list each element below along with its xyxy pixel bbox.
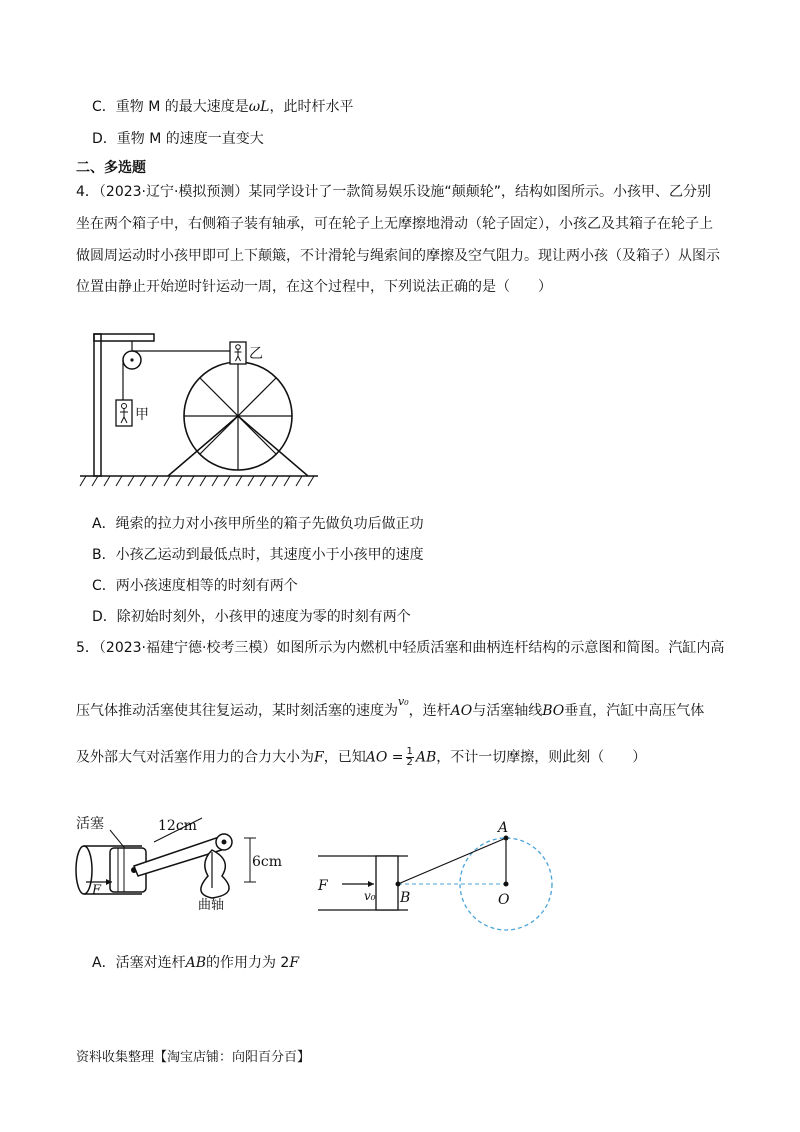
point-a <box>504 836 509 841</box>
q5-schematic-figure <box>318 818 578 928</box>
q4-option-b: B．小孩乙运动到最低点时，其速度小于小孩甲的速度 <box>92 547 424 563</box>
crankshaft <box>201 850 229 898</box>
q5-line3-ao: AO = <box>365 749 404 766</box>
q5-stem-line-1: 5．（2023·福建宁德·校考三模）如图所示为内燃机中轻质活塞和曲柄连杆结构的示意图和简图。汽缸内高 <box>76 640 725 656</box>
q4-stem-line-1: 4．（2023·辽宁·模拟预测）某同学设计了一款简易娱乐设施“颠颠轮”，结构如图所示。小孩甲、乙分别 <box>76 184 711 200</box>
q5-line3-ab: AB <box>415 749 437 766</box>
label-a: A <box>498 820 509 836</box>
stand-left-leg <box>168 416 238 476</box>
fraction-numerator: 1 <box>406 746 413 757</box>
label-12cm: 12cm <box>158 818 197 834</box>
q5-line2-bo: BO <box>542 703 565 719</box>
fraction-denominator: 2 <box>406 757 413 768</box>
section-heading: 二、多选题 <box>76 160 146 176</box>
q3-option-c-text: C．重物 M 的最大速度是 <box>92 99 249 115</box>
q5-stem-line-2 <box>76 692 704 721</box>
q3-option-c-tail: ，此时杆水平 <box>269 99 354 115</box>
pulley-axle <box>130 358 133 361</box>
label-crankshaft: 曲轴 <box>198 898 225 913</box>
force-arrowhead-2 <box>368 881 374 887</box>
label-6cm: 6cm <box>252 854 283 870</box>
q5-line3-f: F <box>314 749 324 766</box>
label-jia: 甲 <box>135 407 149 423</box>
support-post <box>94 334 101 476</box>
q5-fraction <box>406 747 414 768</box>
cylinder-end <box>76 846 92 894</box>
q5-option-a-mid: 的作用力为 2 <box>205 955 290 971</box>
stand-right-leg <box>238 416 308 476</box>
q5-line2-a: 压气体推动活塞使其往复运动，某时刻活塞的速度为 <box>76 703 398 719</box>
point-b <box>396 882 401 887</box>
label-piston: 活塞 <box>76 816 104 832</box>
page-footer: 资料收集整理【淘宝店铺：向阳百分百】 <box>76 1050 311 1065</box>
q5-option-a <box>92 953 299 973</box>
label-force-1: F <box>92 883 102 898</box>
label-o: O <box>498 892 510 908</box>
q5-line3-c: ，不计一切摩擦，则此刻（ ） <box>436 749 647 766</box>
q3-option-d: D．重物 M 的速度一直变大 <box>92 131 264 147</box>
q5-option-a-pre: A．活塞对连杆 <box>92 955 186 971</box>
q5-line2-ao: AO <box>450 703 473 719</box>
label-v0: v₀ <box>364 889 376 903</box>
label-force-2: F <box>318 878 328 894</box>
q5-line3-a: 及外部大气对活塞作用力的合力大小为 <box>76 749 314 766</box>
q4-wheel-figure <box>76 322 336 492</box>
q4-stem-line-3: 做圆周运动时小孩甲即可上下颠簸，不计滑轮与绳索间的摩擦及空气阻力。现让两小孩（及箱子）从图示 <box>76 248 720 264</box>
q5-line2-b: ，连杆 <box>408 703 451 719</box>
point-o <box>504 882 509 887</box>
support-beam <box>94 334 154 341</box>
q5-option-a-f: F <box>289 955 300 971</box>
q3-option-c <box>92 97 353 117</box>
q5-line2-v0: v₀ <box>398 695 409 708</box>
q4-stem-line-4: 位置由静止开始逆时针运动一周，在这个过程中，下列说法正确的是（ ） <box>76 279 552 295</box>
label-b: B <box>400 890 411 906</box>
q4-option-a: A．绳索的拉力对小孩甲所坐的箱子先做负功后做正功 <box>92 516 424 532</box>
q5-engine-figure <box>72 790 292 900</box>
label-yi: 乙 <box>249 346 263 362</box>
q4-option-d: D．除初始时刻外，小孩甲的速度为零的时刻有两个 <box>92 609 411 625</box>
q4-option-c: C．两小孩速度相等的时刻有两个 <box>92 578 298 594</box>
q4-stem-line-2: 坐在两个箱子中，右侧箱子装有轴承，可在轮子上无摩擦地滑动（轮子固定），小孩乙及其箱子在轮子上 <box>76 216 713 232</box>
ground-hatch <box>80 476 314 486</box>
q5-stem-line-3 <box>76 747 646 768</box>
rod-ab <box>398 838 506 884</box>
q5-line2-c: 与活塞轴线 <box>472 703 543 719</box>
q5-option-a-ab: AB <box>185 955 206 971</box>
crank-pin <box>222 840 227 845</box>
q5-line3-b: ，已知 <box>323 749 366 766</box>
q3-option-c-math: ωL <box>248 99 270 115</box>
q5-line2-d: 垂直，汽缸中高压气体 <box>564 703 705 719</box>
schematic-piston <box>376 856 398 910</box>
